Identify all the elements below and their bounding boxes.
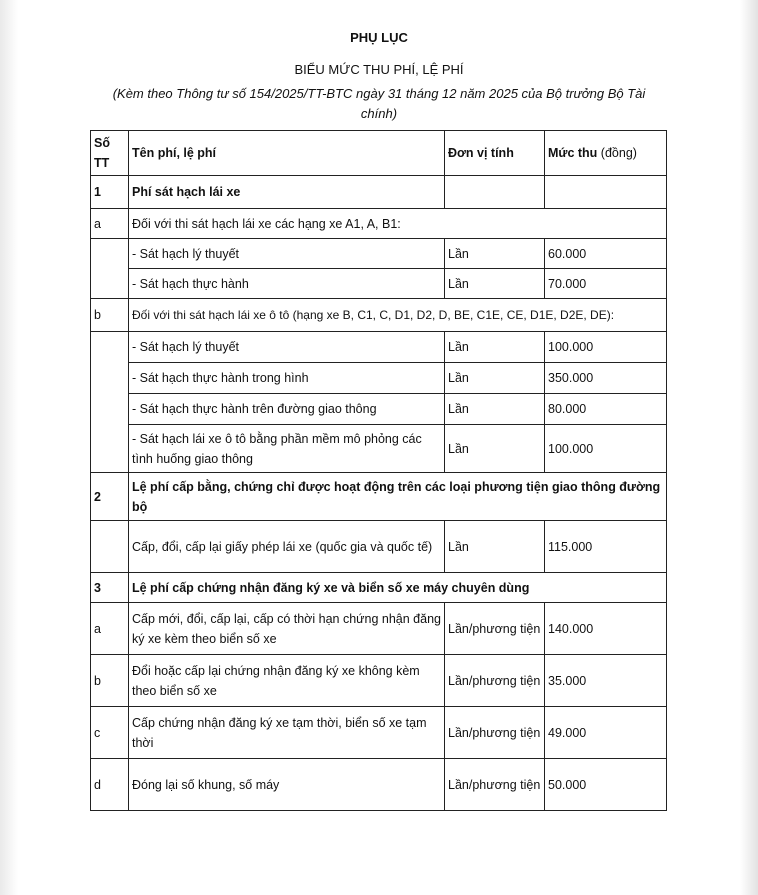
- item-unit: Lần: [445, 239, 545, 269]
- item-unit: Lần: [445, 394, 545, 425]
- item-name: Cấp, đổi, cấp lại giấy phép lái xe (quốc gia và quốc tế): [129, 521, 445, 573]
- item-amount: 115.000: [545, 521, 667, 573]
- table-row: [91, 521, 667, 573]
- section-name: Lệ phí cấp bằng, chứng chỉ được hoạt động trên các loại phương tiện giao thông đường bộ: [129, 473, 667, 521]
- header-amount: [545, 131, 667, 176]
- item-amount: 100.000: [545, 425, 667, 473]
- item-amount: 100.000: [545, 332, 667, 363]
- fee-schedule-title: BIỂU MỨC THU PHÍ, LỆ PHÍ: [294, 62, 464, 77]
- item-name: - Sát hạch lái xe ô tô bằng phần mềm mô phỏng các tình huống giao thông: [129, 425, 445, 473]
- section-name: Phí sát hạch lái xe: [129, 176, 445, 209]
- page-edge-shadow-right: [740, 0, 758, 895]
- table-header-row: [91, 131, 667, 176]
- table-row: [91, 603, 667, 655]
- item-name: Đóng lại số khung, số máy: [129, 759, 445, 811]
- section-row: [91, 176, 667, 209]
- table-row: [91, 394, 667, 425]
- item-name: Cấp chứng nhận đăng ký xe tạm thời, biển số xe tạm thời: [129, 707, 445, 759]
- subsection-name: Đối với thi sát hạch lái xe ô tô (hạng xe B, C1, C, D1, D2, D, BE, C1E, CE, D1E, D2E, DE):: [129, 299, 667, 332]
- item-amount: 80.000: [545, 394, 667, 425]
- item-name: - Sát hạch thực hành: [129, 269, 445, 299]
- subsection-row: [91, 209, 667, 239]
- header-name: Tên phí, lệ phí: [129, 131, 445, 176]
- section-row: [91, 473, 667, 521]
- subsection-name: Đối với thi sát hạch lái xe các hạng xe A1, A, B1:: [129, 209, 667, 239]
- section-row: [91, 573, 667, 603]
- item-amount: 50.000: [545, 759, 667, 811]
- table-row: [91, 707, 667, 759]
- subsection-letter: a: [91, 209, 129, 239]
- item-name: - Sát hạch thực hành trong hình: [129, 363, 445, 394]
- subsection-row: [91, 299, 667, 332]
- header-amount-unit: (đồng): [597, 146, 637, 160]
- item-letter: d: [91, 759, 129, 811]
- item-name: - Sát hạch lý thuyết: [129, 332, 445, 363]
- item-letter: b: [91, 655, 129, 707]
- section-number: 1: [91, 176, 129, 209]
- appendix-title: PHỤ LỤC: [350, 30, 408, 45]
- circular-reference-note: (Kèm theo Thông tư số 154/2025/TT-BTC ngày 31 tháng 12 năm 2025 của Bộ trưởng Bộ Tài chính): [112, 86, 646, 121]
- item-amount: 350.000: [545, 363, 667, 394]
- section-number: 3: [91, 573, 129, 603]
- item-letter: c: [91, 707, 129, 759]
- table-row: [91, 332, 667, 363]
- table-row: [91, 239, 667, 269]
- table-row: [91, 759, 667, 811]
- item-unit: Lần/phương tiện: [445, 707, 545, 759]
- header-stt: Số TT: [91, 131, 129, 176]
- item-unit: Lần/phương tiện: [445, 759, 545, 811]
- item-unit: Lần: [445, 332, 545, 363]
- header-amount-label: Mức thu: [548, 146, 598, 160]
- table-row: [91, 425, 667, 473]
- item-unit: Lần/phương tiện: [445, 603, 545, 655]
- item-unit: Lần: [445, 363, 545, 394]
- item-amount: 49.000: [545, 707, 667, 759]
- subsection-letter: b: [91, 299, 129, 332]
- table-row: [91, 655, 667, 707]
- item-name: - Sát hạch thực hành trên đường giao thông: [129, 394, 445, 425]
- table-row: [91, 269, 667, 299]
- item-amount: 60.000: [545, 239, 667, 269]
- item-name: - Sát hạch lý thuyết: [129, 239, 445, 269]
- page-edge-shadow-left: [0, 0, 18, 895]
- item-name: Cấp mới, đổi, cấp lại, cấp có thời hạn chứng nhận đăng ký xe kèm theo biển số xe: [129, 603, 445, 655]
- item-amount: 35.000: [545, 655, 667, 707]
- item-unit: Lần: [445, 269, 545, 299]
- fee-table: [90, 130, 667, 811]
- item-unit: Lần: [445, 521, 545, 573]
- item-name: Đổi hoặc cấp lại chứng nhận đăng ký xe không kèm theo biển số xe: [129, 655, 445, 707]
- item-amount: 140.000: [545, 603, 667, 655]
- table-row: [91, 363, 667, 394]
- item-unit: Lần/phương tiện: [445, 655, 545, 707]
- header-unit: Đơn vị tính: [445, 131, 545, 176]
- item-amount: 70.000: [545, 269, 667, 299]
- item-unit: Lần: [445, 425, 545, 473]
- item-letter: a: [91, 603, 129, 655]
- section-number: 2: [91, 473, 129, 521]
- section-name: Lệ phí cấp chứng nhận đăng ký xe và biển số xe máy chuyên dùng: [129, 573, 667, 603]
